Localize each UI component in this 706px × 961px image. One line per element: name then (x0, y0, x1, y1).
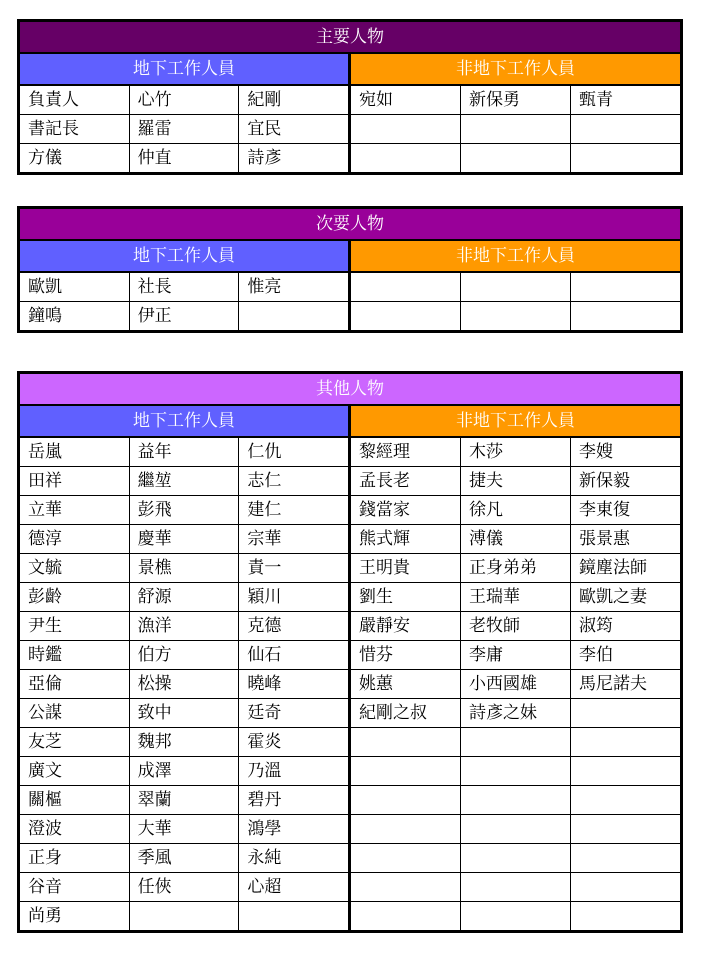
name-cell (460, 144, 570, 172)
name-cell: 馬尼諾夫 (570, 670, 680, 698)
table-row (351, 785, 680, 814)
table-row (351, 843, 680, 872)
name-cell: 熊式輝 (359, 529, 410, 549)
name-cell: 伯方 (129, 641, 239, 669)
name-cell: 岳嵐 (28, 442, 62, 462)
name-cell: 王明貴 (359, 558, 410, 578)
name-cell: 王瑞華 (460, 583, 570, 611)
name-cell: 曉峰 (238, 670, 348, 698)
name-cell: 志仁 (238, 467, 348, 495)
name-cell (460, 728, 570, 756)
names-grid (20, 86, 680, 172)
table-row (20, 843, 348, 872)
table-row (351, 872, 680, 901)
name-cell: 廣文 (28, 761, 62, 781)
name-cell (351, 902, 460, 930)
table-row (20, 669, 348, 698)
name-cell: 松操 (129, 670, 239, 698)
name-cell: 時鑑 (28, 645, 62, 665)
name-cell: 惜芬 (359, 645, 393, 665)
name-cell (351, 302, 460, 330)
table-row (351, 273, 680, 301)
table-row (20, 143, 348, 172)
name-cell: 鐘鳴 (28, 306, 62, 326)
name-cell: 錢當家 (359, 500, 410, 520)
name-cell: 張景惠 (570, 525, 680, 553)
table-row (351, 438, 680, 466)
name-cell (460, 815, 570, 843)
name-cell: 負責人 (28, 90, 79, 110)
name-cell: 廷奇 (238, 699, 348, 727)
table-row (351, 86, 680, 114)
name-cell: 永純 (238, 844, 348, 872)
name-cell: 立華 (28, 500, 62, 520)
name-cell (460, 115, 570, 143)
name-cell: 關樞 (28, 790, 62, 810)
name-cell (351, 728, 460, 756)
category-header-row (20, 241, 680, 273)
name-cell: 宗華 (238, 525, 348, 553)
table-row (20, 582, 348, 611)
table-row (351, 524, 680, 553)
name-cell: 澄波 (28, 819, 62, 839)
name-cell (129, 902, 239, 930)
name-cell: 克德 (238, 612, 348, 640)
name-cell: 德淳 (28, 529, 62, 549)
table-row (351, 114, 680, 143)
name-cell: 致中 (129, 699, 239, 727)
name-cell (351, 144, 460, 172)
table-row (20, 301, 348, 330)
name-cell (570, 757, 680, 785)
table-row (351, 611, 680, 640)
name-cell: 歐凱 (28, 277, 62, 297)
table-row (20, 466, 348, 495)
other-characters-table (17, 371, 683, 933)
name-cell: 魏邦 (129, 728, 239, 756)
name-cell: 仁仇 (238, 438, 348, 466)
name-cell: 惟亮 (238, 273, 348, 301)
table-row (20, 698, 348, 727)
name-cell: 淑筠 (570, 612, 680, 640)
name-cell: 翠蘭 (129, 786, 239, 814)
table-row (351, 669, 680, 698)
name-cell (570, 815, 680, 843)
name-cell: 繼堃 (129, 467, 239, 495)
main-characters-table (17, 19, 683, 175)
name-cell: 心超 (238, 873, 348, 901)
non-underground-header: 非地下工作人員 (351, 241, 680, 271)
table-row (351, 143, 680, 172)
name-cell (570, 728, 680, 756)
name-cell: 大華 (129, 815, 239, 843)
table-row (351, 553, 680, 582)
table-row (20, 756, 348, 785)
name-cell: 李東復 (570, 496, 680, 524)
section-title: 其他人物 (20, 374, 680, 406)
name-cell: 詩彥之妹 (460, 699, 570, 727)
name-cell: 木莎 (460, 438, 570, 466)
names-grid (20, 273, 680, 330)
underground-names (20, 273, 351, 330)
name-cell: 碧丹 (238, 786, 348, 814)
name-cell: 嚴靜安 (359, 616, 410, 636)
name-cell (460, 873, 570, 901)
name-cell (570, 902, 680, 930)
name-cell: 霍炎 (238, 728, 348, 756)
name-cell: 老牧師 (460, 612, 570, 640)
name-cell: 姚蕙 (359, 674, 393, 694)
name-cell: 亞倫 (28, 674, 62, 694)
name-cell: 穎川 (238, 583, 348, 611)
name-cell (351, 786, 460, 814)
name-cell: 劉生 (359, 587, 393, 607)
table-row (351, 640, 680, 669)
table-row (20, 727, 348, 756)
name-cell: 鏡塵法師 (570, 554, 680, 582)
name-cell (351, 757, 460, 785)
name-cell: 心竹 (129, 86, 239, 114)
name-cell: 尚勇 (28, 906, 62, 926)
name-cell: 羅雷 (129, 115, 239, 143)
table-row (351, 466, 680, 495)
name-cell: 方儀 (28, 148, 62, 168)
name-cell: 任俠 (129, 873, 239, 901)
name-cell: 孟長老 (359, 471, 410, 491)
name-cell: 徐凡 (460, 496, 570, 524)
name-cell: 甄青 (570, 86, 680, 114)
name-cell: 乃溫 (238, 757, 348, 785)
table-row (20, 611, 348, 640)
name-cell: 鴻學 (238, 815, 348, 843)
name-cell (351, 873, 460, 901)
table-row (20, 640, 348, 669)
name-cell (460, 844, 570, 872)
table-row (20, 901, 348, 930)
underground-names (20, 86, 351, 172)
name-cell (570, 302, 680, 330)
underground-header: 地下工作人員 (20, 241, 351, 271)
table-row (20, 524, 348, 553)
table-row (351, 814, 680, 843)
name-cell: 仙石 (238, 641, 348, 669)
name-cell: 伊正 (129, 302, 239, 330)
name-cell: 建仁 (238, 496, 348, 524)
name-cell: 公謀 (28, 703, 62, 723)
name-cell: 紀剛 (238, 86, 348, 114)
name-cell (351, 844, 460, 872)
name-cell (238, 902, 348, 930)
non-underground-names (351, 273, 680, 330)
non-underground-header: 非地下工作人員 (351, 406, 680, 436)
name-cell: 文毓 (28, 558, 62, 578)
section-title: 次要人物 (20, 209, 680, 241)
non-underground-names (351, 438, 680, 930)
name-cell (570, 273, 680, 301)
underground-names (20, 438, 351, 930)
non-underground-names (351, 86, 680, 172)
name-cell: 書記長 (28, 119, 79, 139)
underground-header: 地下工作人員 (20, 54, 351, 84)
name-cell: 宜民 (238, 115, 348, 143)
name-cell: 尹生 (28, 616, 62, 636)
name-cell (460, 786, 570, 814)
name-cell: 季風 (129, 844, 239, 872)
name-cell: 仲直 (129, 144, 239, 172)
name-cell: 李伯 (570, 641, 680, 669)
name-cell: 慶華 (129, 525, 239, 553)
name-cell: 田祥 (28, 471, 62, 491)
table-row (20, 872, 348, 901)
non-underground-header: 非地下工作人員 (351, 54, 680, 84)
table-row (351, 901, 680, 930)
name-cell (460, 273, 570, 301)
secondary-characters-table (17, 206, 683, 333)
name-cell: 彭齡 (28, 587, 62, 607)
name-cell (351, 115, 460, 143)
table-row (20, 495, 348, 524)
name-cell (570, 786, 680, 814)
table-row (351, 301, 680, 330)
name-cell: 谷音 (28, 877, 62, 897)
name-cell (570, 873, 680, 901)
name-cell: 漁洋 (129, 612, 239, 640)
name-cell: 景樵 (129, 554, 239, 582)
table-row (20, 814, 348, 843)
name-cell (238, 302, 348, 330)
name-cell: 歐凱之妻 (570, 583, 680, 611)
name-cell (460, 902, 570, 930)
table-row (20, 86, 348, 114)
name-cell: 紀剛之叔 (359, 703, 427, 723)
name-cell: 小西國雄 (460, 670, 570, 698)
table-row (20, 785, 348, 814)
name-cell (460, 302, 570, 330)
category-header-row (20, 54, 680, 86)
table-row (20, 114, 348, 143)
name-cell: 益年 (129, 438, 239, 466)
name-cell: 彭飛 (129, 496, 239, 524)
name-cell: 社長 (129, 273, 239, 301)
name-cell (570, 699, 680, 727)
section-title: 主要人物 (20, 22, 680, 54)
name-cell: 李庸 (460, 641, 570, 669)
names-grid (20, 438, 680, 930)
table-row (351, 582, 680, 611)
table-row (351, 756, 680, 785)
category-header-row (20, 406, 680, 438)
name-cell: 李嫂 (570, 438, 680, 466)
table-row (20, 553, 348, 582)
name-cell: 宛如 (359, 90, 393, 110)
name-cell (570, 144, 680, 172)
name-cell: 正身弟弟 (460, 554, 570, 582)
underground-header: 地下工作人員 (20, 406, 351, 436)
table-row (351, 727, 680, 756)
name-cell (351, 815, 460, 843)
table-row (351, 495, 680, 524)
name-cell: 黎經理 (359, 442, 410, 462)
table-row (20, 273, 348, 301)
name-cell: 新保毅 (570, 467, 680, 495)
name-cell: 友芝 (28, 732, 62, 752)
name-cell (570, 115, 680, 143)
name-cell: 溥儀 (460, 525, 570, 553)
name-cell (460, 757, 570, 785)
name-cell: 責一 (238, 554, 348, 582)
name-cell: 新保勇 (460, 86, 570, 114)
name-cell: 捷夫 (460, 467, 570, 495)
name-cell (570, 844, 680, 872)
name-cell: 成澤 (129, 757, 239, 785)
name-cell: 舒源 (129, 583, 239, 611)
name-cell (351, 273, 460, 301)
name-cell: 正身 (28, 848, 62, 868)
name-cell: 詩彥 (238, 144, 348, 172)
table-row (351, 698, 680, 727)
table-row (20, 438, 348, 466)
